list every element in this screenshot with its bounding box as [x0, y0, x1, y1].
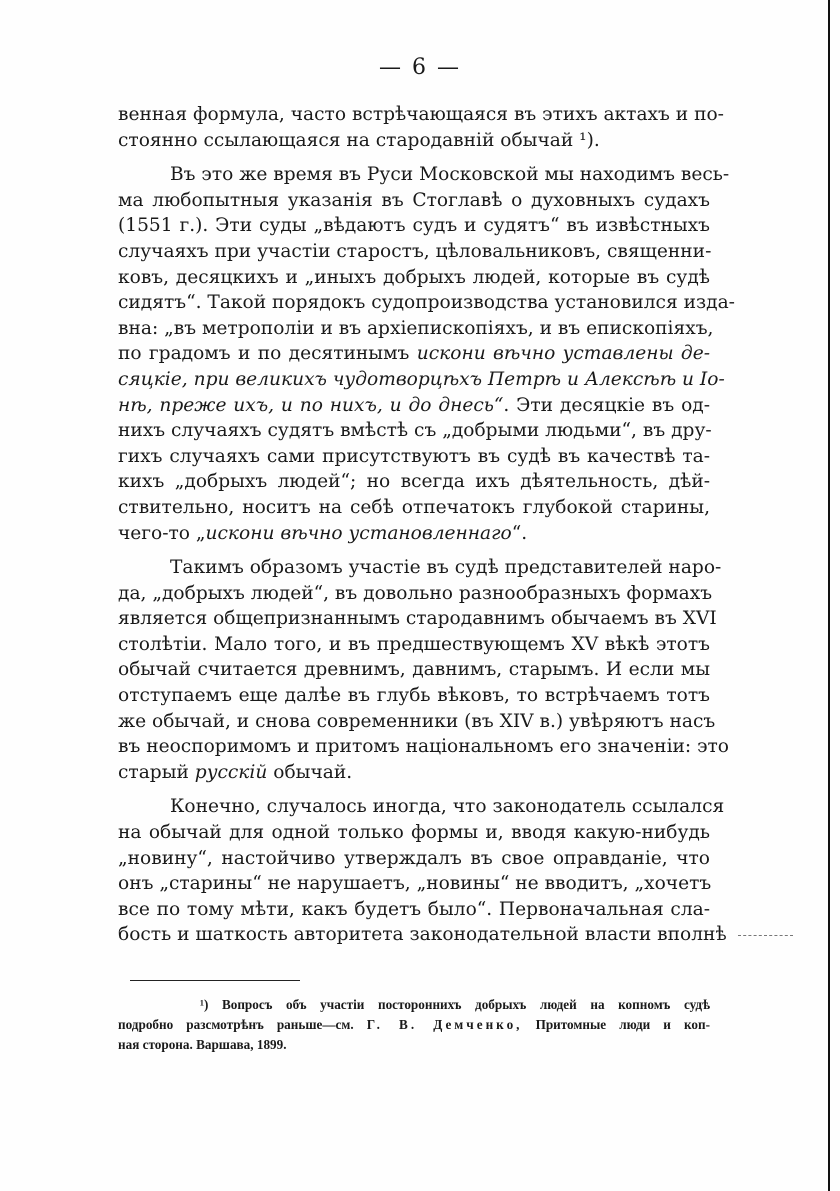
italic-quote: искони вѣчно уставлены де-: [416, 343, 711, 365]
text-fragment: по градомъ и по десятинымъ: [118, 343, 410, 365]
text-line: ствительно, носитъ на себѣ отпечатокъ глубокой старины,: [118, 496, 710, 518]
text-fragment: . Эти десяцкіе въ од-: [503, 394, 710, 416]
text-line: случаяхъ при участіи старостъ, цѣловальниковъ, священни-: [118, 240, 712, 262]
text-fragment: чего-то „: [118, 522, 206, 544]
text-line: столѣтіи. Мало того, и въ предшествующемъ XV вѣкѣ этотъ: [118, 633, 710, 655]
text-line: кихъ „добрыхъ людей“; но всегда ихъ дѣятельность, дѣй-: [118, 471, 710, 493]
text-line: все по тому мѣти, какъ будетъ было“. Первоначальная сла-: [118, 898, 710, 920]
text-line: „новину“, настойчиво утверждалъ въ свое оправданіе, что: [118, 847, 710, 869]
text-line: нихъ случаяхъ судятъ вмѣстѣ съ „добрыми людьми“, въ дру-: [118, 420, 712, 442]
text-line: да, „добрыхъ людей“, въ довольно разнообразныхъ формахъ: [118, 582, 713, 604]
text-line: гихъ случаяхъ сами присутствуютъ въ судѣ въ качествѣ та-: [118, 445, 710, 467]
footnote-line: ная сторона. Варшава, 1899.: [118, 1037, 287, 1052]
footnote-rule: [130, 980, 300, 981]
text-line: обычай считается древнимъ, давнимъ, старымъ. И если мы: [118, 659, 710, 681]
text-line: [118, 341, 710, 367]
italic-word: русскій: [194, 761, 268, 783]
page-edge-line: [828, 0, 830, 1191]
text-line: сидятъ“. Такой порядокъ судопроизводства установился изда-: [118, 292, 735, 314]
text-line: Въ это же время въ Руси Московской мы находимъ весь-: [170, 164, 730, 186]
italic-quote: нѣ, преже ихъ, и по нихъ, и до днесь“: [118, 394, 504, 416]
text-line: отступаемъ еще далѣе въ глубь вѣковъ, то встрѣчаемъ тотъ: [118, 685, 710, 707]
text-line: ма любопытныя указанія въ Стоглавѣ о духовныхъ судахъ: [118, 189, 710, 211]
text-line: въ неоспоримомъ и притомъ національномъ его значеніи: это: [118, 736, 729, 758]
page-number: — 6 —: [379, 55, 461, 80]
margin-scribble: [738, 935, 793, 936]
text-line: Такимъ образомъ участіе въ судѣ представителей наро-: [170, 557, 722, 579]
footnote-line: ¹) Вопросъ объ участіи постороннихъ добрыхъ людей на копномъ судѣ: [200, 997, 710, 1012]
body-text: [118, 102, 735, 957]
text-line: ковъ, десяцкихъ и „иныхъ добрыхъ людей, которые въ судѣ: [118, 266, 710, 288]
italic-quote: искони вѣчно установленнаго: [205, 522, 512, 544]
text-line: [118, 521, 710, 547]
footnote: [118, 995, 710, 1055]
text-line: [118, 393, 710, 419]
text-line: (1551 г.). Эти суды „вѣдаютъ судъ и судятъ“ въ извѣстныхъ: [118, 215, 710, 237]
text-fragment: старый: [118, 761, 195, 783]
paragraph-1: [118, 102, 724, 153]
text-line: на обычай для одной только формы и, вводя какую-нибудь: [118, 822, 710, 844]
italic-quote: сяцкіе,: [118, 368, 188, 390]
text-fragment: Притомные люди и коп-: [522, 1017, 710, 1032]
text-line: [118, 760, 710, 786]
text-line: бость и шаткость авторитета законодательной власти вполнѣ: [118, 924, 727, 946]
paragraph-4: [118, 794, 727, 948]
footnote-author: Г. В. Демченко,: [366, 1017, 523, 1032]
text-line: является общепризнаннымъ стародавнимъ обычаемъ въ XVI: [118, 608, 717, 630]
text-line: стоянно ссылающаяся на стародавній обычай ¹).: [118, 129, 600, 151]
text-fragment: подробно разсмотрѣнъ раньше—см.: [118, 1017, 367, 1032]
text-line: Конечно, случалось иногда, что законодатель ссылался: [170, 796, 725, 818]
paragraph-2: [118, 162, 735, 546]
text-line: же обычай, и снова современники (въ XIV в.) увѣряютъ насъ: [118, 710, 716, 732]
text-line: вна: „въ метрополіи и въ архіепископіяхъ, и въ епископіяхъ,: [118, 317, 714, 339]
text-line: венная формула, часто встрѣчающаяся въ этихъ актахъ и по-: [118, 104, 724, 125]
text-fragment: “.: [511, 522, 528, 544]
italic-quote: при великихъ чудотворцѣхъ Петрѣ и Алексѣѣ и Іо-: [193, 368, 725, 390]
paragraph-3: [118, 555, 729, 785]
text-fragment: обычай.: [267, 761, 353, 783]
text-line: [118, 367, 725, 393]
footnote-line: [118, 1015, 710, 1035]
text-line: онъ „старины“ не нарушаетъ, „новины“ не вводитъ, „хочетъ: [118, 873, 712, 895]
